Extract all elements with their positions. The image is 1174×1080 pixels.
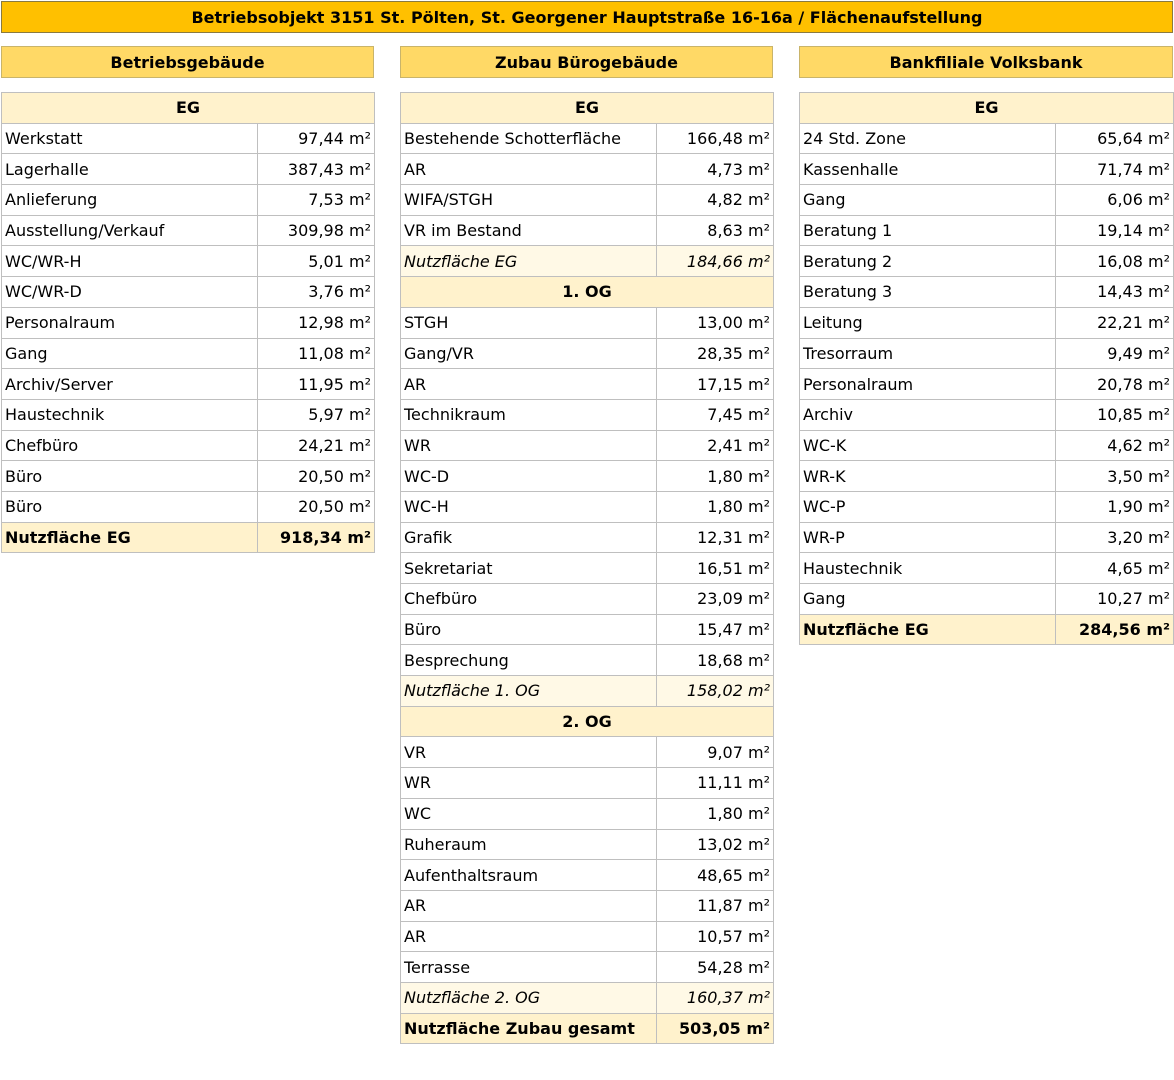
area-value: 71,74 m²	[1056, 154, 1174, 185]
room-name: Gang	[800, 185, 1056, 216]
table-row	[401, 768, 774, 799]
room-name: Beratung 2	[800, 246, 1056, 277]
area-value: 23,09 m²	[657, 584, 774, 615]
area-value: 166,48 m²	[657, 123, 774, 154]
table-row	[401, 522, 774, 553]
table-row	[401, 369, 774, 400]
room-name: WIFA/STGH	[401, 185, 657, 216]
area-table-betriebsgebaeude	[1, 92, 375, 553]
room-name: Nutzfläche 2. OG	[401, 982, 657, 1013]
area-value: 12,31 m²	[657, 522, 774, 553]
table-row	[800, 277, 1174, 308]
area-value: 184,66 m²	[657, 246, 774, 277]
table-row	[401, 461, 774, 492]
table-row	[800, 246, 1174, 277]
area-value: 17,15 m²	[657, 369, 774, 400]
column-title-bankfiliale: Bankfiliale Volksbank	[799, 46, 1173, 78]
room-name: Technikraum	[401, 399, 657, 430]
area-value: 54,28 m²	[657, 952, 774, 983]
room-name: Leitung	[800, 307, 1056, 338]
section-label: EG	[401, 93, 774, 124]
area-value: 65,64 m²	[1056, 123, 1174, 154]
room-name: AR	[401, 369, 657, 400]
area-value: 11,95 m²	[258, 369, 375, 400]
area-value: 12,98 m²	[258, 307, 375, 338]
table-row	[800, 522, 1174, 553]
room-name: Nutzfläche EG	[401, 246, 657, 277]
table-row	[401, 860, 774, 891]
room-name: Nutzfläche Zubau gesamt	[401, 1013, 657, 1044]
room-name: VR	[401, 737, 657, 768]
room-name: 24 Std. Zone	[800, 123, 1056, 154]
area-value: 24,21 m²	[258, 430, 375, 461]
section-header-row	[2, 93, 375, 124]
room-name: Werkstatt	[2, 123, 258, 154]
table-row	[401, 215, 774, 246]
section-label: EG	[800, 93, 1174, 124]
area-value: 11,87 m²	[657, 890, 774, 921]
area-value: 5,01 m²	[258, 246, 375, 277]
table-row	[401, 123, 774, 154]
area-value: 9,49 m²	[1056, 338, 1174, 369]
room-name: Beratung 3	[800, 277, 1056, 308]
area-value: 309,98 m²	[258, 215, 375, 246]
room-name: Chefbüro	[2, 430, 258, 461]
area-value: 14,43 m²	[1056, 277, 1174, 308]
table-row	[401, 829, 774, 860]
area-value: 2,41 m²	[657, 430, 774, 461]
room-name: WC/WR-D	[2, 277, 258, 308]
room-name: AR	[401, 890, 657, 921]
table-row	[401, 430, 774, 461]
subtotal-row	[401, 982, 774, 1013]
room-name: WC-H	[401, 491, 657, 522]
room-name: Anlieferung	[2, 185, 258, 216]
room-name: Tresorraum	[800, 338, 1056, 369]
table-row	[2, 461, 375, 492]
area-value: 4,62 m²	[1056, 430, 1174, 461]
room-name: WR-P	[800, 522, 1056, 553]
area-value: 20,50 m²	[258, 461, 375, 492]
area-value: 3,50 m²	[1056, 461, 1174, 492]
area-value: 918,34 m²	[258, 522, 375, 553]
area-value: 6,06 m²	[1056, 185, 1174, 216]
area-value: 20,78 m²	[1056, 369, 1174, 400]
area-value: 15,47 m²	[657, 614, 774, 645]
table-row	[401, 185, 774, 216]
section-label: 1. OG	[401, 277, 774, 308]
area-value: 28,35 m²	[657, 338, 774, 369]
room-name: VR im Bestand	[401, 215, 657, 246]
area-table-bankfiliale	[799, 92, 1174, 645]
area-value: 97,44 m²	[258, 123, 375, 154]
area-value: 160,37 m²	[657, 982, 774, 1013]
room-name: Personalraum	[2, 307, 258, 338]
room-name: AR	[401, 154, 657, 185]
room-name: Chefbüro	[401, 584, 657, 615]
area-table-zubau	[400, 92, 774, 1044]
table-row	[401, 798, 774, 829]
page-title: Betriebsobjekt 3151 St. Pölten, St. Georgener Hauptstraße 16-16a / Flächenaufstellung	[1, 1, 1173, 33]
room-name: Ruheraum	[401, 829, 657, 860]
area-value: 10,85 m²	[1056, 399, 1174, 430]
area-value: 7,53 m²	[258, 185, 375, 216]
column-title-zubau: Zubau Bürogebäude	[400, 46, 773, 78]
room-name: WC	[401, 798, 657, 829]
table-row	[2, 307, 375, 338]
column-title-betriebsgebaeude: Betriebsgebäude	[1, 46, 374, 78]
table-row	[800, 461, 1174, 492]
table-row	[800, 154, 1174, 185]
table-row	[2, 338, 375, 369]
room-name: STGH	[401, 307, 657, 338]
area-value: 9,07 m²	[657, 737, 774, 768]
room-name: WR	[401, 768, 657, 799]
area-value: 22,21 m²	[1056, 307, 1174, 338]
room-name: Lagerhalle	[2, 154, 258, 185]
table-row	[800, 430, 1174, 461]
room-name: Büro	[2, 491, 258, 522]
table-row	[800, 123, 1174, 154]
table-row	[800, 338, 1174, 369]
area-value: 284,56 m²	[1056, 614, 1174, 645]
area-value: 1,80 m²	[657, 798, 774, 829]
area-value: 18,68 m²	[657, 645, 774, 676]
area-value: 13,00 m²	[657, 307, 774, 338]
table-row	[401, 921, 774, 952]
room-name: WC-P	[800, 491, 1056, 522]
room-name: Archiv	[800, 399, 1056, 430]
area-value: 11,08 m²	[258, 338, 375, 369]
area-value: 48,65 m²	[657, 860, 774, 891]
area-value: 16,51 m²	[657, 553, 774, 584]
area-value: 16,08 m²	[1056, 246, 1174, 277]
room-name: Büro	[401, 614, 657, 645]
area-value: 3,20 m²	[1056, 522, 1174, 553]
area-value: 1,90 m²	[1056, 491, 1174, 522]
room-name: Personalraum	[800, 369, 1056, 400]
room-name: Archiv/Server	[2, 369, 258, 400]
room-name: Aufenthaltsraum	[401, 860, 657, 891]
table-row	[2, 430, 375, 461]
section-label: EG	[2, 93, 375, 124]
room-name: Terrasse	[401, 952, 657, 983]
section-header-row	[401, 277, 774, 308]
table-row	[800, 185, 1174, 216]
table-row	[401, 338, 774, 369]
table-row	[800, 491, 1174, 522]
total-row	[2, 522, 375, 553]
area-value: 8,63 m²	[657, 215, 774, 246]
room-name: WC/WR-H	[2, 246, 258, 277]
table-row	[2, 185, 375, 216]
table-row	[800, 307, 1174, 338]
area-value: 7,45 m²	[657, 399, 774, 430]
table-row	[2, 277, 375, 308]
room-name: Gang/VR	[401, 338, 657, 369]
area-value: 1,80 m²	[657, 491, 774, 522]
room-name: Büro	[2, 461, 258, 492]
table-row	[800, 584, 1174, 615]
room-name: Haustechnik	[2, 399, 258, 430]
table-row	[800, 553, 1174, 584]
area-value: 3,76 m²	[258, 277, 375, 308]
total-row	[800, 614, 1174, 645]
room-name: WR	[401, 430, 657, 461]
area-value: 503,05 m²	[657, 1013, 774, 1044]
table-row	[401, 553, 774, 584]
area-value: 1,80 m²	[657, 461, 774, 492]
room-name: Ausstellung/Verkauf	[2, 215, 258, 246]
table-row	[401, 399, 774, 430]
room-name: Nutzfläche 1. OG	[401, 676, 657, 707]
table-row	[800, 399, 1174, 430]
subtotal-row	[401, 246, 774, 277]
table-row	[2, 154, 375, 185]
subtotal-row	[401, 676, 774, 707]
table-row	[401, 890, 774, 921]
room-name: Haustechnik	[800, 553, 1056, 584]
room-name: Kassenhalle	[800, 154, 1056, 185]
room-name: Sekretariat	[401, 553, 657, 584]
table-row	[2, 246, 375, 277]
table-row	[800, 369, 1174, 400]
table-row	[2, 399, 375, 430]
table-row	[401, 307, 774, 338]
table-row	[2, 369, 375, 400]
table-row	[2, 491, 375, 522]
table-row	[401, 491, 774, 522]
table-row	[401, 952, 774, 983]
area-value: 158,02 m²	[657, 676, 774, 707]
total-row	[401, 1013, 774, 1044]
table-row	[401, 737, 774, 768]
area-value: 10,27 m²	[1056, 584, 1174, 615]
room-name: Beratung 1	[800, 215, 1056, 246]
table-row	[2, 215, 375, 246]
area-value: 4,65 m²	[1056, 553, 1174, 584]
room-name: AR	[401, 921, 657, 952]
area-value: 11,11 m²	[657, 768, 774, 799]
table-row	[401, 645, 774, 676]
room-name: Nutzfläche EG	[800, 614, 1056, 645]
table-row	[2, 123, 375, 154]
room-name: Gang	[800, 584, 1056, 615]
section-label: 2. OG	[401, 706, 774, 737]
room-name: Gang	[2, 338, 258, 369]
area-value: 4,73 m²	[657, 154, 774, 185]
area-value: 13,02 m²	[657, 829, 774, 860]
room-name: Grafik	[401, 522, 657, 553]
area-value: 387,43 m²	[258, 154, 375, 185]
room-name: Besprechung	[401, 645, 657, 676]
area-value: 19,14 m²	[1056, 215, 1174, 246]
table-row	[401, 614, 774, 645]
section-header-row	[401, 93, 774, 124]
room-name: WR-K	[800, 461, 1056, 492]
area-value: 5,97 m²	[258, 399, 375, 430]
table-row	[401, 584, 774, 615]
area-value: 4,82 m²	[657, 185, 774, 216]
table-row	[401, 154, 774, 185]
room-name: Nutzfläche EG	[2, 522, 258, 553]
section-header-row	[401, 706, 774, 737]
section-header-row	[800, 93, 1174, 124]
area-value: 10,57 m²	[657, 921, 774, 952]
room-name: Bestehende Schotterfläche	[401, 123, 657, 154]
area-value: 20,50 m²	[258, 491, 375, 522]
room-name: WC-D	[401, 461, 657, 492]
room-name: WC-K	[800, 430, 1056, 461]
table-row	[800, 215, 1174, 246]
